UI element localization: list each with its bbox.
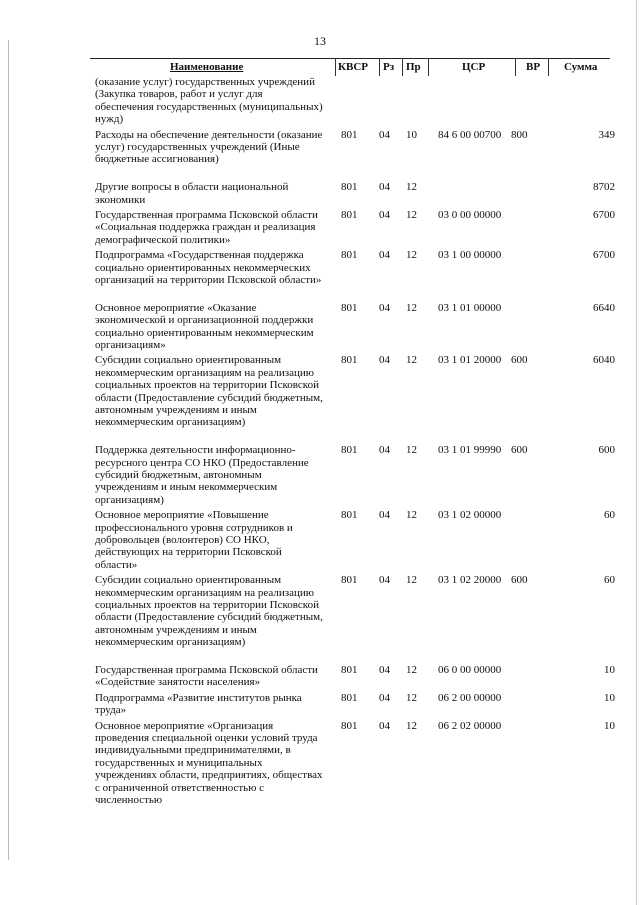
row-sum: 60: [604, 574, 615, 587]
table-row: [95, 664, 615, 692]
row-sum: 10: [604, 719, 615, 732]
row-kvsr: 801: [341, 181, 358, 194]
row-kvsr: 801: [341, 128, 358, 141]
row-pr: 12: [406, 574, 417, 587]
row-vr: 600: [511, 444, 528, 457]
table-row: [95, 692, 615, 720]
row-pr: 12: [406, 663, 417, 676]
row-kvsr: 801: [341, 719, 358, 732]
row-rz: 04: [379, 444, 390, 457]
scan-edge-left: [8, 40, 9, 860]
header-rz: Рз: [383, 61, 395, 73]
row-pr: 12: [406, 208, 417, 221]
header-csr: ЦСР: [462, 61, 486, 73]
page-number: 13: [314, 34, 326, 48]
row-pr: 12: [406, 354, 417, 367]
table-header: [90, 58, 610, 77]
row-name: Государственная программа Псковской области «Содействие занятости населения»: [95, 663, 318, 689]
table-row: [95, 209, 615, 249]
header-divider: [379, 58, 380, 76]
table-row: [95, 720, 615, 810]
table-row: [95, 444, 615, 509]
row-csr: 03 1 02 20000: [438, 574, 502, 587]
row-sum: 600: [598, 444, 615, 457]
row-rz: 04: [379, 719, 390, 732]
header-divider: [515, 58, 516, 76]
row-name: Основное мероприятие «Повышение профессионального уровня сотрудников и добровольцев (волонтеров) СО НКО, действующих на территории Псковской области»: [95, 509, 293, 571]
row-sum: 10: [604, 691, 615, 704]
header-divider: [548, 58, 549, 76]
row-name: Другие вопросы в области национальной экономики: [95, 181, 289, 206]
row-sum: 349: [598, 128, 615, 141]
row-name: (оказание услуг) государственных учреждений (Закупка товаров, работ и услуг для обеспечения государственных (муниципальных) нужд): [95, 76, 323, 126]
table-row: [95, 302, 615, 355]
row-kvsr: 801: [341, 354, 358, 367]
row-sum: 60: [604, 509, 615, 522]
row-vr: 800: [511, 128, 528, 141]
table-row: [95, 354, 615, 444]
row-rz: 04: [379, 354, 390, 367]
row-rz: 04: [379, 663, 390, 676]
row-pr: 12: [406, 719, 417, 732]
row-vr: 600: [511, 574, 528, 587]
row-rz: 04: [379, 691, 390, 704]
budget-table-body: [95, 76, 615, 809]
table-row: [95, 129, 615, 182]
header-kvsr: КВСР: [338, 61, 368, 73]
row-sum: 10: [604, 663, 615, 676]
row-csr: 03 1 02 00000: [438, 509, 502, 522]
row-vr: 600: [511, 354, 528, 367]
table-row: [95, 509, 615, 574]
row-sum: 6700: [593, 249, 615, 262]
row-pr: 12: [406, 509, 417, 522]
row-name: Подпрограмма «Государственная поддержка социально ориентированных некоммерческих организаций на территории Псковской области»: [95, 249, 322, 286]
header-divider: [402, 58, 403, 76]
row-kvsr: 801: [341, 691, 358, 704]
scan-edge-right: [636, 0, 637, 905]
row-rz: 04: [379, 574, 390, 587]
row-sum: 6040: [593, 354, 615, 367]
row-csr: 03 0 00 00000: [438, 208, 502, 221]
row-kvsr: 801: [341, 509, 358, 522]
row-name: Субсидии социально ориентированным некоммерческим организациям на реализацию социальных проектов на территории Псковской области (Предоставление субсидий бюджетным, автономным учреждениям и иным некоммерческим организациям): [95, 574, 323, 649]
table-row: [95, 574, 615, 664]
row-name: Подпрограмма «Развитие институтов рынка труда»: [95, 691, 302, 717]
row-kvsr: 801: [341, 663, 358, 676]
header-sum: Сумма: [564, 61, 598, 73]
row-name: Субсидии социально ориентированным некоммерческим организациям на реализацию социальных проектов на территории Псковской области (Предоставление субсидий бюджетным, автономным учреждениям и иным некоммерческим организациям): [95, 354, 323, 429]
row-csr: 03 1 01 00000: [438, 301, 502, 314]
row-kvsr: 801: [341, 249, 358, 262]
row-pr: 12: [406, 691, 417, 704]
header-vr: ВР: [526, 61, 541, 73]
row-pr: 10: [406, 128, 417, 141]
row-csr: 06 0 00 00000: [438, 663, 502, 676]
row-rz: 04: [379, 181, 390, 194]
row-csr: 84 6 00 00700: [438, 128, 502, 141]
row-pr: 12: [406, 249, 417, 262]
row-name: Государственная программа Псковской области «Социальная поддержка граждан и реализация демографической политики»: [95, 208, 318, 246]
header-name: Наименование: [170, 61, 244, 73]
row-kvsr: 801: [341, 208, 358, 221]
row-kvsr: 801: [341, 301, 358, 314]
row-pr: 12: [406, 444, 417, 457]
row-csr: 06 2 02 00000: [438, 719, 502, 732]
header-pr: Пр: [406, 61, 421, 73]
row-rz: 04: [379, 208, 390, 221]
header-divider: [335, 58, 336, 76]
row-csr: 03 1 01 99990: [438, 444, 502, 457]
row-sum: 8702: [593, 181, 615, 194]
row-name: Основное мероприятие «Оказание экономической и организационной поддержки социально ориентированным некоммерческим организациям»: [95, 301, 314, 351]
row-name: Основное мероприятие «Организация проведения специальной оценки условий труда индивидуальными предпринимателями, в государственных и муниципальных учреждениях области, предприятиях, обществах с ограниченной ответственностью с численностью: [95, 719, 323, 806]
row-csr: 03 1 00 00000: [438, 249, 502, 262]
row-name: Поддержка деятельности информационно-ресурсного центра СО НКО (Предоставление субсидий бюджетным, автономным учреждениям и иным некоммерческим организациям): [95, 444, 309, 506]
row-pr: 12: [406, 181, 417, 194]
row-name: Расходы на обеспечение деятельности (оказание услуг) государственных учреждений (Иные бюджетные ассигнования): [95, 128, 323, 166]
row-csr: 06 2 00 00000: [438, 691, 502, 704]
row-rz: 04: [379, 509, 390, 522]
row-kvsr: 801: [341, 444, 358, 457]
row-sum: 6700: [593, 208, 615, 221]
header-divider: [428, 58, 429, 76]
row-kvsr: 801: [341, 574, 358, 587]
table-row: [95, 76, 615, 129]
row-rz: 04: [379, 249, 390, 262]
table-row: [95, 249, 615, 302]
row-sum: 6640: [593, 301, 615, 314]
table-row: [95, 181, 615, 209]
row-csr: 03 1 01 20000: [438, 354, 502, 367]
row-rz: 04: [379, 128, 390, 141]
row-pr: 12: [406, 301, 417, 314]
row-rz: 04: [379, 301, 390, 314]
